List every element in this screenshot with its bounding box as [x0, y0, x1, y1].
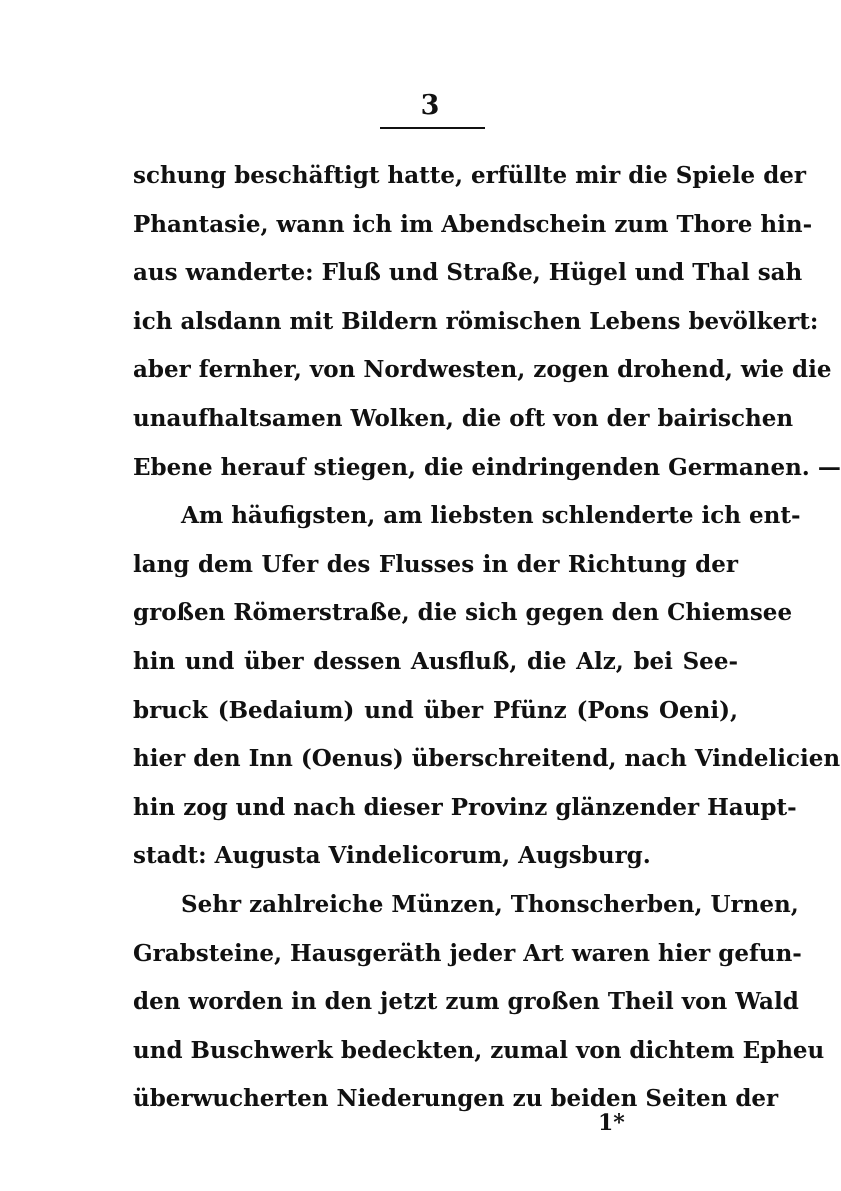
text-line: bruck (Bedaium) und über Pfünz (Pons Oeni),	[133, 696, 738, 724]
text-line: hin zog und nach dieser Provinz glänzender Haupt-	[133, 793, 797, 821]
text-line: Ebene herauf stiegen, die eindringenden Germanen. —	[133, 453, 841, 481]
text-line: großen Römerstraße, die sich gegen den Chiemsee	[133, 599, 793, 627]
text-line: stadt: Augusta Vindelicorum, Augsburg.	[133, 842, 651, 870]
paragraph-start-line: Sehr zahlreiche Münzen, Thonscherben, Urnen,	[181, 890, 799, 918]
body-text	[133, 152, 841, 1124]
text-line: Phantasie, wann ich im Abendschein zum Thore hin-	[133, 210, 813, 238]
text-line: lang dem Ufer des Flusses in der Richtung der	[133, 550, 738, 578]
text-line: und Buschwerk bedeckten, zumal von dichtem Epheu	[133, 1036, 825, 1064]
text-line: aus wanderte: Fluß und Straße, Hügel und Thal sah	[133, 259, 803, 287]
text-line: hier den Inn (Oenus) überschreitend, nach Vindelicien	[133, 745, 841, 773]
header-rule	[380, 127, 485, 129]
text-line: schung beschäftigt hatte, erfüllte mir die Spiele der	[133, 162, 807, 189]
text-line: überwucherten Niederungen zu beiden Seiten der	[133, 1085, 779, 1113]
text-line: ich alsdann mit Bildern römischen Lebens bevölkert:	[133, 307, 819, 335]
signature-mark: 1*	[598, 1110, 625, 1136]
text-line: den worden in den jetzt zum großen Theil von Wald	[133, 988, 799, 1016]
text-line: aber fernher, von Nordwesten, zogen drohend, wie die	[133, 356, 832, 384]
text-line: hin und über dessen Ausfluß, die Alz, bei See-	[133, 647, 738, 675]
text-line: Grabsteine, Hausgeräth jeder Art waren hier gefun-	[133, 939, 802, 967]
page-number: 3	[420, 90, 440, 121]
text-line: unaufhaltsamen Wolken, die oft von der bairischen	[133, 404, 794, 432]
paragraph-start-line: Am häufigsten, am liebsten schlenderte ich ent-	[181, 502, 801, 530]
